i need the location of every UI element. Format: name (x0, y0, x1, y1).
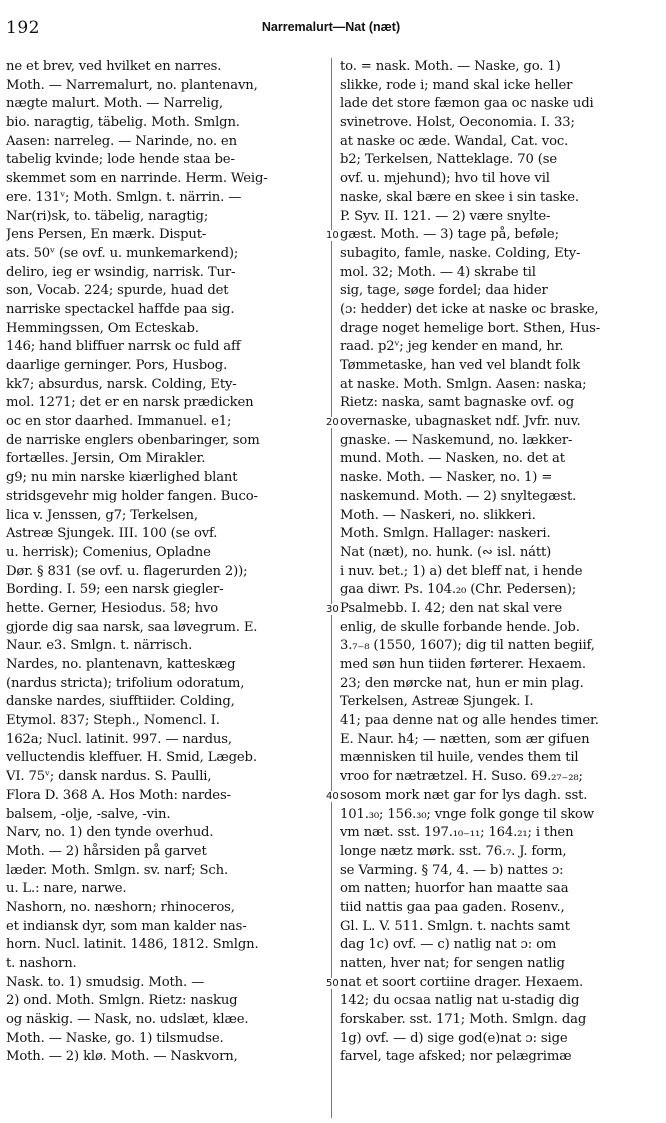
text-line: 142; du ocsaa natlig nat u-stadig dig (340, 993, 580, 1009)
line-number-marker: 50 (326, 978, 339, 990)
text-line: nægte malurt. Moth. — Narrelig, (6, 96, 223, 112)
text-line: tabelig kvinde; lode hende staa be- (6, 152, 235, 168)
text-line: ovf. u. mjehund); hvo til hove vil (340, 171, 550, 187)
text-line: 162a; Nucl. latinit. 997. — nardus, (6, 731, 232, 747)
text-line: kk7; absurdus, narsk. Colding, Ety- (6, 376, 237, 392)
text-line: forskaber. sst. 171; Moth. Smlgn. dag (340, 1012, 587, 1028)
text-line: velluctendis kleffuer. H. Smid, Lægeb. (6, 750, 257, 766)
text-line: Moth. — 2) hårsiden på garvet (6, 843, 207, 859)
text-line: longe nætz mørk. sst. 76.₇. J. form, (340, 843, 567, 859)
text-line: og näskig. — Nask, no. udslæt, klæe. (6, 1012, 249, 1028)
text-line: 41; paa denne nat og alle hendes timer. (340, 713, 599, 729)
text-line: Nar(ri)sk, to. täbelig, naragtig; (6, 208, 209, 224)
text-line: Moth. — Narremalurt, no. plantenavn, (6, 77, 258, 93)
text-line: 1g) ovf. — d) sige god(e)nat ɔ: sige (340, 1030, 568, 1046)
text-line: danske nardes, siufftiider. Colding, (6, 694, 235, 710)
text-line: svinetrove. Holst, Oeconomia. I. 33; (340, 115, 575, 131)
text-line: Rietz: naska, samt bagnaske ovf. og (340, 395, 574, 411)
text-line: narriske spectackel haffde paa sig. (6, 301, 235, 317)
line-number-marker: 10 (326, 230, 339, 242)
text-line: gaa diwr. Ps. 104.₂₀ (Chr. Pedersen); (340, 582, 577, 598)
text-line: oc en stor daarhed. Immanuel. e1; (6, 414, 232, 430)
text-line: at naske oc æde. Wandal, Cat. voc. (340, 133, 569, 149)
text-line: i nuv. bet.; 1) a) det bleff nat, i hende (340, 563, 583, 579)
text-line: subagito, famle, naske. Colding, Ety- (340, 245, 581, 261)
text-line: gnaske. — Naskemund, no. lækker- (340, 432, 573, 448)
text-line: skemmet som en narrinde. Herm. Weig- (6, 171, 268, 187)
text-line: Psalmebb. I. 42; den nat skal vere (340, 600, 563, 616)
text-line: Bording. I. 59; een narsk giegler- (6, 582, 224, 598)
text-line: horn. Nucl. latinit. 1486, 1812. Smlgn. (6, 937, 259, 953)
text-line: se Varming. § 74, 4. — b) nattes ɔ: (340, 862, 564, 878)
text-line: Tømmetaske, han ved vel blandt folk (340, 358, 580, 373)
text-line: Gl. L. V. 511. Smlgn. t. nachts samt (340, 918, 570, 934)
text-line: naske, skal bære en skee i sin taske. (340, 189, 579, 205)
line-number-marker: 40 (326, 791, 339, 803)
line-number-marker: 20 (326, 417, 339, 429)
text-line: mund. Moth. — Nasken, no. det at (340, 451, 565, 467)
text-line: E. Naur. h4; — nætten, som ær gifuen (340, 731, 590, 747)
text-line: Aasen: narreleg. — Narinde, no. en (6, 133, 237, 149)
text-line: Narv, no. 1) den tynde overhud. (6, 825, 214, 841)
page-number: 192 (6, 18, 40, 38)
running-head: Narremalurt—Nat (næt) (261, 20, 401, 34)
text-line: Flora D. 368 A. Hos Moth: nardes- (6, 787, 231, 803)
text-line: balsem, -olje, -salve, -vin. (6, 806, 171, 822)
text-line: hette. Gerner, Hesiodus. 58; hvo (6, 600, 219, 616)
text-line: Nashorn, no. næshorn; rhinoceros, (6, 899, 235, 915)
text-line: mol. 32; Moth. — 4) skrabe til (340, 264, 536, 280)
text-line: mol. 1271; det er en narsk prædicken (6, 395, 254, 411)
text-line: Etymol. 837; Steph., Nomencl. I. (6, 713, 220, 729)
line-number-marker: 30 (326, 604, 339, 616)
text-line: drage noget hemelige bort. Sthen, Hus- (340, 320, 601, 336)
text-line: g9; nu min narske kiærlighed blant (6, 470, 238, 486)
text-line: (ɔ: hedder) det icke at naske oc braske, (340, 301, 599, 317)
text-line: b2; Terkelsen, Natteklage. 70 (se (340, 152, 558, 168)
text-line: u. L.: nare, narwe. (6, 881, 127, 897)
text-line: gæst. Moth. — 3) tage på, beføle; (340, 227, 559, 243)
text-line: raad. p2ᵛ; jeg kender en mand, hr. (340, 339, 564, 355)
text-line: sig, tage, søge fordel; daa hider (340, 283, 548, 299)
text-line: tiid nattis gaa paa gaden. Rosenv., (340, 899, 565, 915)
text-line: gjorde dig saa narsk, saa løvegrum. E. (6, 619, 258, 635)
text-line: 3.₇₋₈ (1550, 1607); dig til natten begiif, (340, 638, 595, 654)
text-line: 101.₃₀; 156.₃₀; vnge folk gonge til skow (340, 806, 594, 822)
text-line: overnaske, ubagnasket ndf. Jvfr. nuv. (340, 414, 581, 430)
text-line: Dør. § 831 (se ovf. u. flagerurden 2)); (6, 563, 248, 579)
text-line: med søn hun tiiden førterer. Hexaem. (340, 657, 586, 672)
text-line: Nask. to. 1) smudsig. Moth. — (6, 974, 205, 990)
text-line: Naur. e3. Smlgn. t. närrisch. (6, 638, 193, 654)
text-line: natten, hver nat; for sengen natlig (340, 956, 565, 971)
text-line: mænnisken til huile, vendes them til (340, 750, 579, 766)
text-line: t. nashorn. (6, 956, 77, 971)
text-line: enlig, de skulle forbande hende. Job. (340, 619, 580, 635)
page-header (6, 18, 656, 40)
text-line: nat et soort cortiine drager. Hexaem. (340, 974, 584, 990)
text-line: ere. 131ᵛ; Moth. Smlgn. t. närrin. — (6, 189, 242, 205)
text-line: Moth. Smlgn. Hallager: naskeri. (340, 526, 551, 542)
text-line: Moth. — 2) klø. Moth. — Naskvorn, (6, 1049, 238, 1065)
text-line: Terkelsen, Astreæ Sjungek. I. (340, 694, 534, 710)
text-line: deliro, ieg er wsindig, narrisk. Tur- (6, 264, 236, 280)
text-line: slikke, rode i; mand skal icke heller (340, 77, 573, 93)
text-line: læder. Moth. Smlgn. sv. narf; Sch. (6, 862, 229, 878)
text-line: naskemund. Moth. — 2) snyltegæst. (340, 488, 577, 504)
column-divider (331, 58, 332, 1118)
text-line: Moth. — Naske, go. 1) tilsmudse. (6, 1030, 224, 1046)
text-line: VI. 75ᵛ; dansk nardus. S. Paulli, (6, 769, 212, 785)
text-line: Astreæ Sjungek. III. 100 (se ovf. (6, 526, 218, 542)
text-line: son, Vocab. 224; spurde, huad det (6, 283, 229, 299)
text-line: 146; hand bliffuer narrsk oc fuld aff (6, 339, 241, 355)
text-line: to. = nask. Moth. — Naske, go. 1) (340, 59, 561, 74)
text-line: ats. 50ᵛ (se ovf. u. munkemarkend); (6, 245, 239, 261)
text-line: om natten; huorfor han maatte saa (340, 881, 569, 897)
text-line: farvel, tage afsked; nor pelægrimæ (340, 1049, 572, 1065)
text-line: 23; den mørcke nat, hun er min plag. (340, 675, 584, 691)
text-line: (nardus stricta); trifolium odoratum, (6, 675, 245, 691)
text-line: daarlige gerninger. Pors, Husbog. (6, 358, 228, 373)
text-line: u. herrisk); Comenius, Opladne (6, 544, 211, 560)
text-line: vm næt. sst. 197.₁₀₋₁₁; 164.₂₁; i then (340, 825, 574, 841)
text-line: ne et brev, ved hvilket en narres. (6, 59, 222, 74)
text-line: Moth. — Naskeri, no. slikkeri. (340, 507, 536, 523)
text-line: vroo for nætrætzel. H. Suso. 69.₂₇₋₂₈; (340, 769, 583, 785)
text-line: Hemmingssen, Om Ecteskab. (6, 320, 199, 336)
text-line: bio. naragtig, täbelig. Moth. Smlgn. (6, 115, 240, 131)
text-line: fortælles. Jersin, Om Mirakler. (6, 451, 206, 467)
text-line: P. Syv. II. 121. — 2) være snylte- (340, 208, 551, 224)
text-line: stridsgevehr mig holder fangen. Buco- (6, 488, 258, 504)
text-line: lade det store fæmon gaa oc naske udi (340, 96, 594, 112)
left-column (6, 58, 328, 1067)
text-line: 2) ond. Moth. Smlgn. Rietz: naskug (6, 993, 238, 1009)
text-line: Nardes, no. plantenavn, katteskæg (6, 657, 236, 672)
text-line: Jens Persen, En mærk. Disput- (6, 227, 207, 243)
text-line: dag 1c) ovf. — c) natlig nat ɔ: om (340, 937, 557, 953)
text-line: Nat (næt), no. hunk. (∾ isl. nátt) (340, 544, 552, 560)
text-line: lica v. Jenssen, g7; Terkelsen, (6, 507, 198, 523)
text-line: sosom mork næt gar for lys dagh. sst. (340, 787, 588, 803)
text-line: at naske. Moth. Smlgn. Aasen: naska; (340, 376, 587, 392)
text-line: naske. Moth. — Nasker, no. 1) = (340, 470, 553, 486)
text-line: de narriske englers obenbaringer, som (6, 432, 260, 448)
text-line: et indiansk dyr, som man kalder nas- (6, 918, 247, 934)
right-column (340, 58, 662, 1067)
